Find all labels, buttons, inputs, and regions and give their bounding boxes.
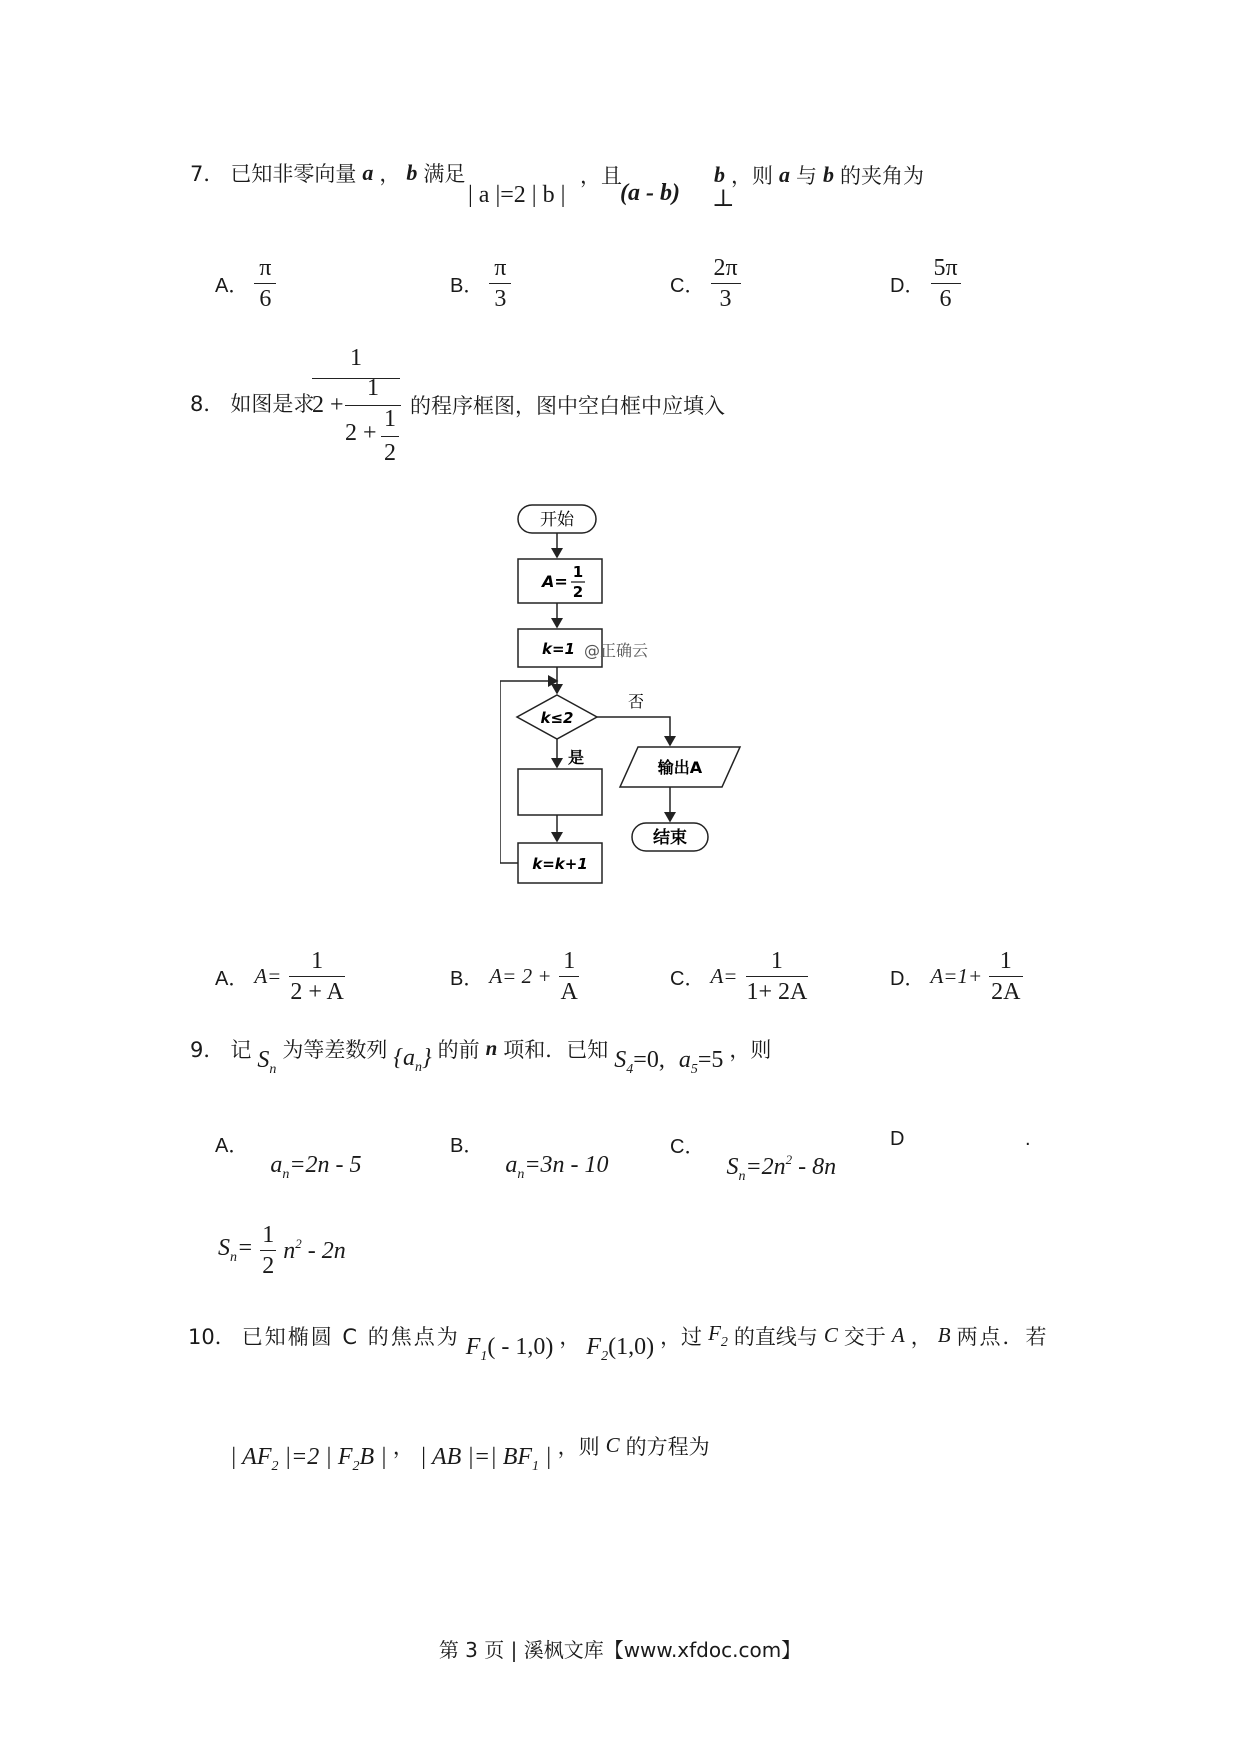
seq-sub: n — [414, 1060, 422, 1075]
option-lhs: A= 2 + — [489, 964, 552, 989]
denominator: 2A — [991, 979, 1021, 1006]
flow-condition-label: k≤2 — [540, 709, 574, 727]
stem-text: 为等差数列 — [282, 1037, 388, 1062]
denominator: 3 — [494, 286, 507, 313]
f2-var: F — [708, 1320, 721, 1345]
f1-sub: 1 — [480, 1349, 488, 1364]
f2-var: F — [586, 1334, 602, 1360]
option-b[interactable] — [450, 948, 581, 1006]
option-label: B． — [450, 275, 484, 298]
option-b[interactable] — [450, 1135, 609, 1182]
option-fraction — [743, 948, 810, 1006]
ratio-condition — [230, 1444, 387, 1475]
flow-start-label: 开始 — [540, 510, 574, 530]
point-a: A — [891, 1323, 905, 1347]
ellipse-c: C — [605, 1433, 620, 1457]
expr-var: a — [505, 1152, 518, 1178]
option-label: C． — [670, 1136, 705, 1158]
option-c[interactable] — [670, 1136, 837, 1184]
denominator: 1+ 2A — [746, 979, 808, 1006]
continued-fraction-one: 1 — [367, 375, 379, 401]
question-10-stem — [188, 1320, 1049, 1364]
s4-condition — [614, 1047, 665, 1078]
option-d-dot: . — [1025, 1128, 1031, 1150]
question-9-stem — [190, 1033, 772, 1077]
stem-text: 交于 — [843, 1324, 886, 1349]
denominator: 6 — [939, 286, 952, 313]
focus-f1 — [466, 1334, 554, 1365]
numerator: π — [494, 255, 507, 281]
option-label: D． — [890, 275, 925, 298]
focus-f2 — [586, 1334, 654, 1365]
option-fraction — [259, 1222, 277, 1280]
f2-val: (1,0) — [608, 1334, 655, 1360]
stem-text: ， — [559, 1324, 581, 1349]
option-d[interactable] — [890, 255, 961, 313]
denominator: 2 + A — [290, 979, 344, 1006]
vector-a: a — [779, 162, 790, 187]
stem-text: 的夹角为 — [840, 164, 924, 188]
s4-val: =0, — [633, 1047, 665, 1073]
option-expression — [726, 1152, 836, 1185]
vector-b: b — [406, 160, 418, 185]
option-a[interactable] — [215, 1135, 362, 1182]
option-label: C． — [670, 968, 705, 991]
denominator: 3 — [719, 286, 732, 313]
sn-symbol — [257, 1047, 276, 1078]
expr-sup: 2 — [295, 1236, 302, 1252]
vector-b: b — [823, 162, 834, 187]
expr-eq: = — [237, 1235, 254, 1262]
option-label: B． — [450, 1135, 484, 1157]
option-expression — [270, 1152, 361, 1183]
fraction-bar — [312, 378, 400, 379]
stem-text: ， — [392, 1434, 414, 1459]
expr-rhs: =2n - 5 — [289, 1152, 362, 1178]
option-label: B． — [450, 968, 484, 991]
flow-no-label: 否 — [628, 692, 645, 711]
question-number: 7． — [190, 162, 225, 186]
question-7-tail — [714, 160, 924, 190]
stem-text: 已知椭圆 C 的焦点为 — [241, 1324, 460, 1349]
cond-sub: 1 — [532, 1459, 540, 1474]
seq-close: } — [421, 1045, 432, 1071]
numerator: 2π — [713, 255, 738, 281]
sn-sub: n — [269, 1062, 277, 1077]
seq-var: {a — [393, 1045, 415, 1071]
expr-sub: n — [738, 1169, 746, 1184]
vector-a: a — [362, 160, 374, 185]
stem-text: ，且 — [580, 164, 622, 188]
question-8-stem — [190, 388, 314, 418]
option-d-expression[interactable] — [218, 1222, 346, 1280]
option-fraction — [930, 255, 960, 313]
vector-b: b — [714, 162, 725, 187]
option-fraction — [988, 948, 1023, 1006]
ellipse-c: C — [823, 1323, 838, 1347]
flow-init-a-num: 1 — [572, 563, 584, 581]
n-var: n — [485, 1036, 498, 1060]
option-label: D． — [890, 968, 925, 991]
question-number: 9． — [190, 1037, 225, 1062]
expr-rhs: n — [283, 1238, 296, 1265]
option-expression — [218, 1235, 253, 1266]
option-d-label[interactable]: D — [890, 1128, 905, 1150]
flow-init-a-den: 2 — [572, 583, 584, 601]
option-a[interactable] — [215, 948, 347, 1006]
stem-text: 两点．若 — [956, 1324, 1049, 1349]
option-fraction — [558, 948, 581, 1006]
stem-text: ，过 — [660, 1324, 703, 1349]
option-lhs: A= — [710, 964, 738, 989]
expr-var: a — [270, 1152, 283, 1178]
flow-blank-box — [518, 769, 602, 815]
question-number: 10． — [188, 1324, 236, 1349]
focus-f2-ref — [708, 1321, 728, 1351]
numerator: 1 — [563, 948, 576, 974]
option-a[interactable] — [215, 255, 276, 313]
continued-fraction-top: 1 — [350, 345, 362, 371]
numerator: π — [259, 255, 272, 281]
a5-sub: 5 — [690, 1062, 698, 1077]
a5-var: a — [678, 1047, 691, 1073]
expr-sub: n — [230, 1250, 237, 1266]
option-expression — [505, 1152, 608, 1183]
expr-rhs: =3n - 10 — [524, 1152, 609, 1178]
continued-fraction-2plus: 2 + — [345, 420, 377, 446]
flow-increment-label: k=k+1 — [532, 855, 588, 873]
perp-symbol: ⊥ — [712, 186, 735, 212]
condition-difference: (a - b) — [620, 180, 680, 206]
stem-text: 项和．已知 — [503, 1037, 609, 1062]
flow-init-a-lhs: A= — [542, 572, 568, 591]
expr-sup: 2 — [785, 1152, 793, 1167]
stem-text: 与 — [796, 164, 817, 188]
option-fraction — [489, 255, 511, 313]
stem-text: 的直线与 — [733, 1324, 818, 1349]
expr-rhs: =2n — [745, 1154, 786, 1180]
flow-init-k-label: k=1 — [542, 640, 575, 658]
expr-var: S — [218, 1235, 230, 1262]
option-c[interactable] — [670, 255, 741, 313]
expr-rhs: - 2n — [301, 1238, 346, 1265]
stem-text: ，则 — [557, 1434, 600, 1459]
denominator: 2 — [262, 1253, 275, 1280]
option-d[interactable] — [890, 948, 1023, 1006]
cond-part: | AF — [230, 1444, 272, 1470]
s4-sub: 4 — [626, 1062, 634, 1077]
cond-part: | — [539, 1444, 552, 1470]
option-label: A． — [215, 1135, 249, 1157]
question-7-stem — [190, 158, 465, 188]
stem-text: ， — [910, 1324, 932, 1349]
f1-val: ( - 1,0) — [487, 1334, 554, 1360]
a5-val: =5 — [697, 1047, 724, 1073]
stem-text: 已知非零向量 — [230, 162, 357, 186]
f2-sub: 2 — [720, 1334, 728, 1350]
option-fraction — [254, 255, 276, 313]
expr-sub: n — [517, 1167, 525, 1182]
f2-sub: 2 — [601, 1349, 609, 1364]
option-lhs: A=1+ — [930, 964, 983, 989]
stem-text: 的前 — [437, 1037, 480, 1062]
point-b: B — [937, 1323, 951, 1347]
flowchart — [500, 495, 760, 905]
option-label: A． — [215, 275, 249, 298]
option-c[interactable] — [670, 948, 810, 1006]
cond-sub: 2 — [271, 1459, 279, 1474]
continued-fraction-2plus: 2 + — [312, 392, 344, 418]
watermark-text: @正确云 — [584, 641, 649, 660]
option-b[interactable] — [450, 255, 511, 313]
numerator: 1 — [262, 1222, 275, 1248]
option-fraction — [287, 948, 347, 1006]
option-expression-tail — [283, 1236, 346, 1265]
expr-sub: n — [282, 1167, 290, 1182]
numerator: 1 — [311, 948, 324, 974]
option-label: C． — [670, 275, 705, 298]
numerator: 1 — [999, 948, 1012, 974]
cond-part: B | — [359, 1444, 387, 1470]
cond-part: |=2 | F — [278, 1444, 353, 1470]
s4-var: S — [614, 1047, 627, 1073]
condition-norm: | a |=2 | b | — [468, 182, 566, 208]
stem-text: ， — [379, 162, 401, 186]
numerator: 5π — [933, 255, 958, 281]
numerator: 1 — [770, 948, 783, 974]
option-fraction — [710, 255, 740, 313]
flow-yes-label: 是 — [568, 748, 585, 767]
stem-text: 的程序框图，图中空白框中应填入 — [410, 394, 725, 418]
a5-condition — [679, 1047, 724, 1078]
stem-text: 记 — [230, 1037, 252, 1062]
question-10-line-2 — [230, 1430, 710, 1474]
cond-part: | AB |=| BF — [419, 1444, 533, 1470]
continued-fraction-one: 1 — [384, 406, 396, 432]
f1-var: F — [465, 1334, 481, 1360]
length-condition — [420, 1444, 552, 1475]
expr-rhs: - 8n — [792, 1154, 837, 1180]
continued-fraction-two: 2 — [384, 440, 396, 466]
option-label: A． — [215, 968, 249, 991]
denominator: A — [560, 979, 578, 1006]
stem-text: 的方程为 — [625, 1434, 710, 1459]
cond-sub: 2 — [352, 1459, 360, 1474]
stem-text: 满足 — [423, 162, 466, 186]
fraction-bar — [381, 436, 399, 437]
stem-text: 如图是求 — [230, 392, 315, 416]
denominator: 6 — [259, 286, 272, 313]
expr-var: S — [726, 1154, 739, 1180]
flow-output-label: 输出A — [657, 758, 703, 777]
stem-text: ，则 — [729, 1037, 772, 1062]
page-footer: 第 3 页 | 溪枫文库【www.xfdoc.com】 — [438, 1638, 802, 1662]
flow-end-label: 结束 — [653, 828, 687, 848]
option-lhs: A= — [254, 964, 282, 989]
question-number: 8． — [190, 392, 225, 416]
stem-text: ，则 — [731, 164, 773, 188]
sn-var: S — [257, 1047, 270, 1073]
sequence-symbol — [393, 1045, 431, 1076]
